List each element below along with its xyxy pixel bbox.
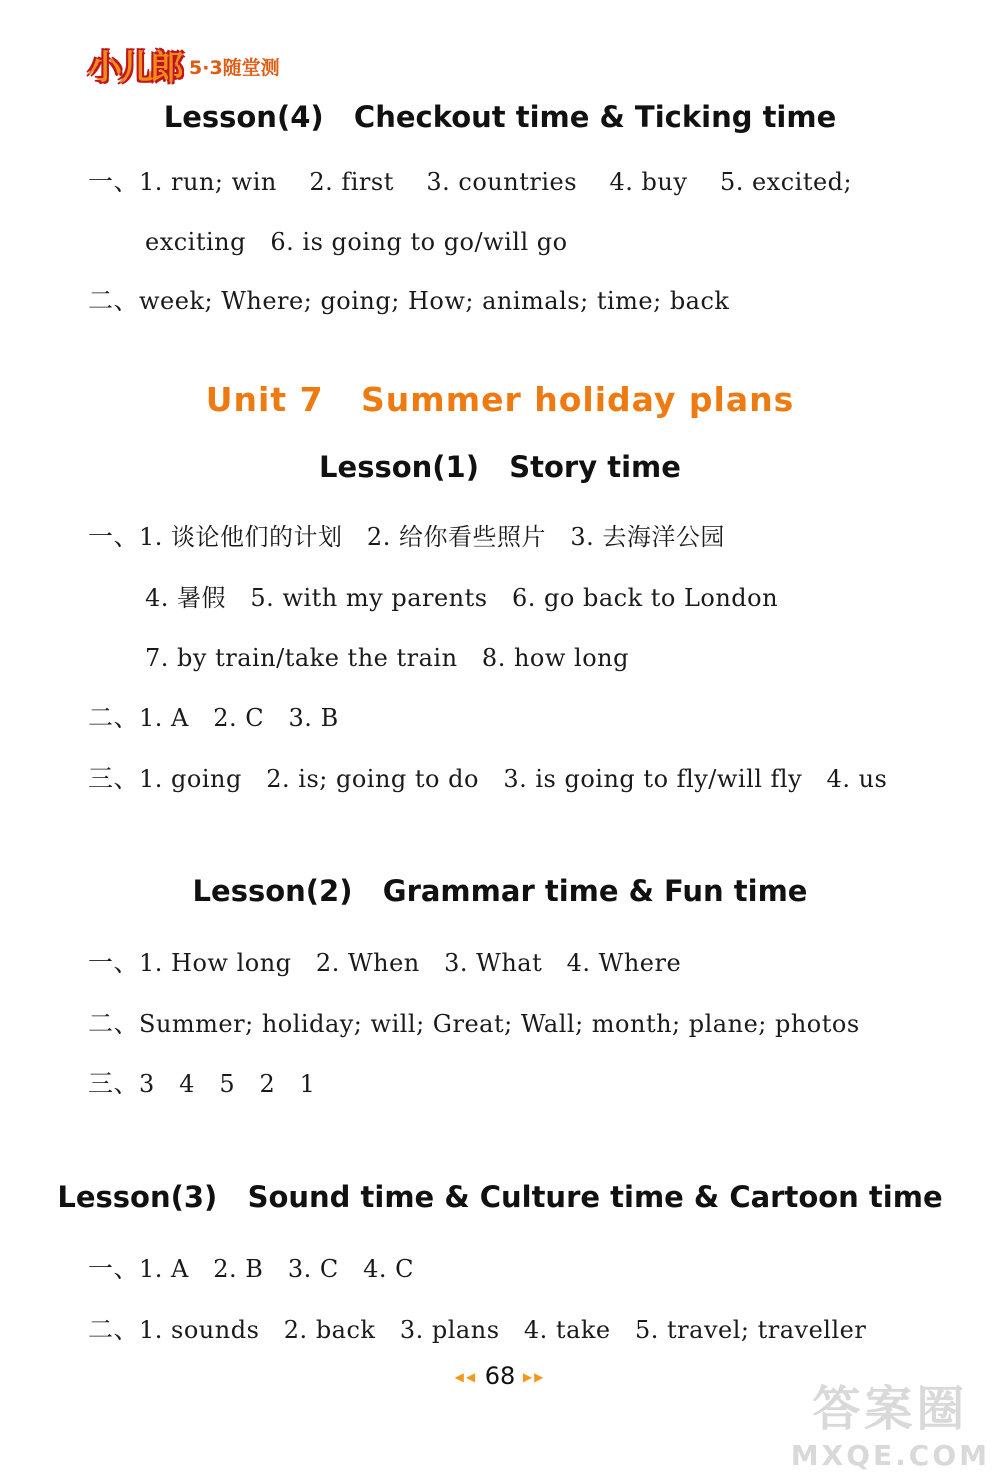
answer-text: 4. 暑假 5. with my parents 6. go back to London (145, 584, 779, 612)
logo-sub-text: 5·3随堂测 (189, 57, 280, 79)
item-label: 一、 (88, 522, 140, 551)
watermark-top: 答案圈 (812, 1381, 969, 1437)
answer-line (88, 166, 852, 198)
lesson-1-heading: Lesson(1) Story time (319, 450, 681, 484)
item-label: 二、 (88, 286, 140, 315)
answer-text: 3 4 5 2 1 (139, 1070, 316, 1098)
answer-text: 1. A 2. C 3. B (139, 704, 339, 732)
answer-line (88, 1068, 315, 1100)
answer-line (145, 582, 778, 614)
answer-text: exciting 6. is going to go/will go (145, 228, 568, 256)
answer-line (88, 285, 729, 317)
answer-text: week; Where; going; How; animals; time; back (139, 287, 730, 315)
answer-text: 1. A 2. B 3. C 4. C (139, 1255, 414, 1283)
answer-text: 1. sounds 2. back 3. plans 4. take 5. travel; traveller (139, 1316, 867, 1344)
left-arrows-icon: ◀◀ (454, 1370, 478, 1384)
item-label: 二、 (88, 703, 140, 732)
answer-text: 7. by train/take the train 8. how long (145, 644, 629, 672)
answer-line (88, 702, 339, 734)
item-label: 二、 (88, 1009, 140, 1038)
item-label: 一、 (88, 948, 140, 977)
answer-text: Summer; holiday; will; Great; Wall; month; plane; photos (139, 1010, 860, 1038)
answer-line (88, 1314, 866, 1346)
answer-line (88, 763, 887, 795)
answer-line (88, 947, 681, 979)
answer-line (145, 226, 568, 258)
answer-line (145, 642, 629, 674)
lesson-2-heading: Lesson(2) Grammar time & Fun time (192, 874, 808, 908)
answer-line (88, 1253, 414, 1285)
lesson-4-heading: Lesson(4) Checkout time & Ticking time (163, 100, 837, 134)
item-label: 三、 (88, 1069, 140, 1098)
answer-text: 1. How long 2. When 3. What 4. Where (139, 949, 682, 977)
right-arrows-icon: ▶▶ (522, 1370, 546, 1384)
item-label: 一、 (88, 1254, 140, 1283)
item-label: 二、 (88, 1315, 140, 1344)
unit-title: Unit 7 Summer holiday plans (205, 380, 795, 419)
answer-line (88, 521, 725, 553)
brand-logo (88, 40, 280, 89)
answer-line (88, 1008, 860, 1040)
watermark (791, 1370, 990, 1472)
item-label: 三、 (88, 764, 140, 793)
answer-text: 1. run; win 2. first 3. countries 4. buy 5. excited; (139, 168, 853, 196)
answer-text: 1. going 2. is; going to do 3. is going to fly/will fly 4. us (139, 765, 888, 793)
watermark-bottom: MXQE.COM (790, 1439, 990, 1472)
logo-main-text: 小儿郎 (88, 48, 181, 88)
item-label: 一、 (88, 167, 140, 196)
page-number: 68 (484, 1362, 516, 1390)
lesson-3-heading: Lesson(3) Sound time & Culture time & Cartoon time (57, 1180, 943, 1214)
answer-text: 1. 谈论他们的计划 2. 给你看些照片 3. 去海洋公园 (139, 523, 725, 551)
